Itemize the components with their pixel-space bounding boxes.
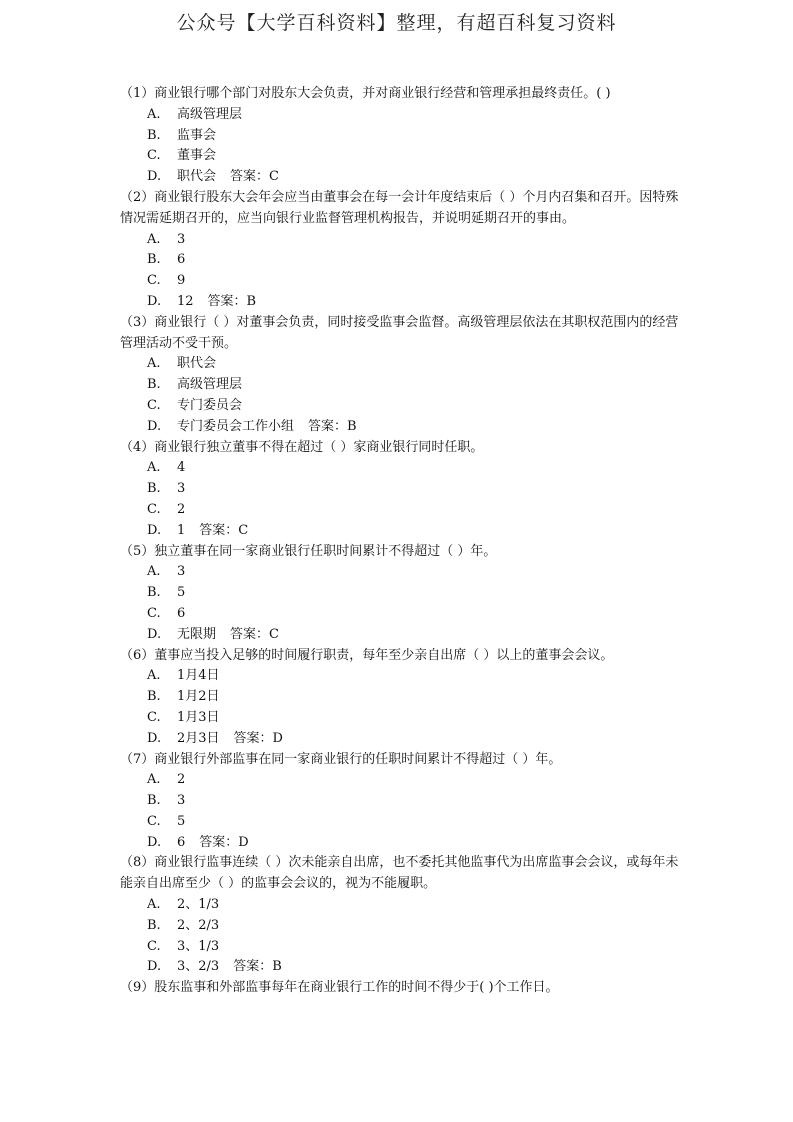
option-letter: D. <box>147 730 162 746</box>
answer-option <box>147 146 690 167</box>
answer-option <box>147 770 690 791</box>
option-letter: C. <box>147 709 161 725</box>
option-letter: B. <box>147 481 161 497</box>
option-text: 2月3日 <box>177 730 220 746</box>
option-text: 2 <box>177 772 186 788</box>
answer-option <box>147 396 690 417</box>
answer-option <box>147 479 690 500</box>
option-text: 5 <box>177 585 186 601</box>
answer-option <box>147 250 690 271</box>
option-text: 专门委员会 <box>177 397 243 413</box>
option-letter: B. <box>147 585 161 601</box>
option-text: 2、2/3 <box>177 917 220 933</box>
question-item <box>120 84 690 188</box>
question-stem: （9）股东监事和外部监事每年在商业银行工作的时间不得少于( )个工作日。 <box>120 980 559 996</box>
answer-option <box>147 895 690 916</box>
option-text: 无限期 <box>177 626 217 642</box>
option-letter: C. <box>147 938 161 954</box>
option-text: 6 <box>177 834 186 850</box>
option-text: 专门委员会工作小组 <box>177 418 295 434</box>
question-item <box>120 542 690 646</box>
answer-option <box>147 625 690 646</box>
question-item <box>120 646 690 750</box>
option-letter: B. <box>147 127 161 143</box>
option-letter: B. <box>147 252 161 268</box>
question-stem: （1）商业银行哪个部门对股东大会负责，并对商业银行经营和管理承担最终责任。( ) <box>120 86 611 101</box>
question-item <box>120 750 690 854</box>
option-text: 6 <box>177 605 186 621</box>
answer-option <box>147 458 690 479</box>
option-letter: A. <box>147 564 161 580</box>
option-letter: A. <box>147 231 161 247</box>
answer-key: 答案：C <box>199 522 249 538</box>
question-item <box>120 853 690 978</box>
option-letter: D. <box>147 522 162 538</box>
option-text: 1月4日 <box>177 668 220 684</box>
answer-key: 答案：C <box>230 626 279 642</box>
question-stem: （8）商业银行监事连续（ ）次未能亲自出席，也不委托其他监事代为出席监事会会议，或每年未能亲自出席至少（ ）的监事会会议的，视为不能履职。 <box>120 855 679 892</box>
option-letter: D. <box>147 293 162 309</box>
option-text: 高级管理层 <box>177 377 243 393</box>
answer-option <box>147 562 690 583</box>
option-letter: A. <box>147 356 161 372</box>
option-text: 4 <box>177 460 186 476</box>
answer-option <box>147 105 690 126</box>
answer-option <box>147 230 690 251</box>
answer-option <box>147 708 690 729</box>
option-letter: C. <box>147 148 161 164</box>
option-text: 高级管理层 <box>177 106 243 122</box>
option-letter: B. <box>147 377 161 393</box>
question-list <box>120 84 690 999</box>
answer-key: 答案：D <box>233 730 283 746</box>
answer-key: 答案：B <box>308 418 357 434</box>
option-letter: A. <box>147 460 161 476</box>
option-text: 3、1/3 <box>177 938 220 954</box>
option-text: 3、2/3 <box>177 959 220 975</box>
option-text: 2、1/3 <box>177 897 220 913</box>
option-text: 3 <box>177 564 186 580</box>
answer-key: 答案：D <box>199 834 249 850</box>
answer-option <box>147 833 690 854</box>
question-stem: （3）商业银行（ ）对董事会负责，同时接受监事会监督。高级管理层依法在其职权范围内的经营管理活动不受干预。 <box>120 314 679 351</box>
option-letter: D. <box>147 418 162 434</box>
option-letter: B. <box>147 917 161 933</box>
question-item <box>120 188 690 313</box>
question-item <box>120 313 690 438</box>
answer-option <box>147 271 690 292</box>
answer-option <box>147 375 690 396</box>
answer-option <box>147 957 690 978</box>
option-letter: A. <box>147 668 161 684</box>
answer-option <box>147 583 690 604</box>
option-letter: D. <box>147 626 162 642</box>
option-text: 1 <box>177 522 186 538</box>
question-stem: （5）独立董事在同一家商业银行任职时间累计不得超过（ ）年。 <box>120 543 497 559</box>
question-stem: （6）董事应当投入足够的时间履行职责，每年至少亲自出席（ ）以上的董事会会议。 <box>120 647 614 663</box>
answer-option <box>147 604 690 625</box>
question-item <box>120 438 690 542</box>
answer-option <box>147 666 690 687</box>
option-letter: C. <box>147 397 161 413</box>
answer-option <box>147 812 690 833</box>
option-text: 3 <box>177 231 186 247</box>
answer-option <box>147 417 690 438</box>
question-stem: （7）商业银行外部监事在同一家商业银行的任职时间累计不得超过（ ）年。 <box>120 751 562 767</box>
question-stem: （2）商业银行股东大会年会应当由董事会在每一会计年度结束后（ ）个月内召集和召开。因特殊情况需延期召开的，应当向银行业监督管理机构报告，并说明延期召开的事由。 <box>120 189 679 226</box>
option-letter: C. <box>147 501 161 517</box>
answer-option <box>147 729 690 750</box>
option-text: 董事会 <box>177 148 217 164</box>
option-text: 职代会 <box>177 356 217 372</box>
option-text: 3 <box>177 481 186 497</box>
option-letter: C. <box>147 813 161 829</box>
answer-option <box>147 687 690 708</box>
option-letter: B. <box>147 793 161 809</box>
option-text: 12 <box>177 293 194 309</box>
answer-option <box>147 126 690 147</box>
option-letter: A. <box>147 772 161 788</box>
answer-option <box>147 791 690 812</box>
answer-option <box>147 521 690 542</box>
option-text: 监事会 <box>177 127 217 143</box>
option-text: 3 <box>177 793 186 809</box>
option-letter: D. <box>147 834 162 850</box>
option-text: 9 <box>177 273 186 289</box>
option-text: 2 <box>177 501 186 517</box>
option-text: 5 <box>177 813 186 829</box>
option-text: 6 <box>177 252 186 268</box>
answer-option <box>147 354 690 375</box>
option-text: 职代会 <box>177 169 217 185</box>
answer-option <box>147 916 690 937</box>
answer-key: 答案：C <box>230 169 279 185</box>
option-letter: A. <box>147 897 161 913</box>
answer-option <box>147 292 690 313</box>
option-text: 1月3日 <box>177 709 220 725</box>
option-text: 1月2日 <box>177 689 220 705</box>
option-letter: A. <box>147 106 161 122</box>
option-letter: D. <box>147 959 162 975</box>
question-stem: （4）商业银行独立董事不得在超过（ ）家商业银行同时任职。 <box>120 439 484 455</box>
question-item <box>120 978 690 999</box>
option-letter: B. <box>147 689 161 705</box>
answer-option <box>147 500 690 521</box>
answer-key: 答案：B <box>233 959 282 975</box>
answer-option <box>147 937 690 958</box>
answer-key: 答案：B <box>207 293 257 309</box>
answer-option <box>147 167 690 188</box>
option-letter: D. <box>147 169 162 185</box>
option-letter: C. <box>147 273 161 289</box>
option-letter: C. <box>147 605 161 621</box>
page-header: 公众号【大学百科资料】整理，有超百科复习资料 <box>176 12 617 34</box>
